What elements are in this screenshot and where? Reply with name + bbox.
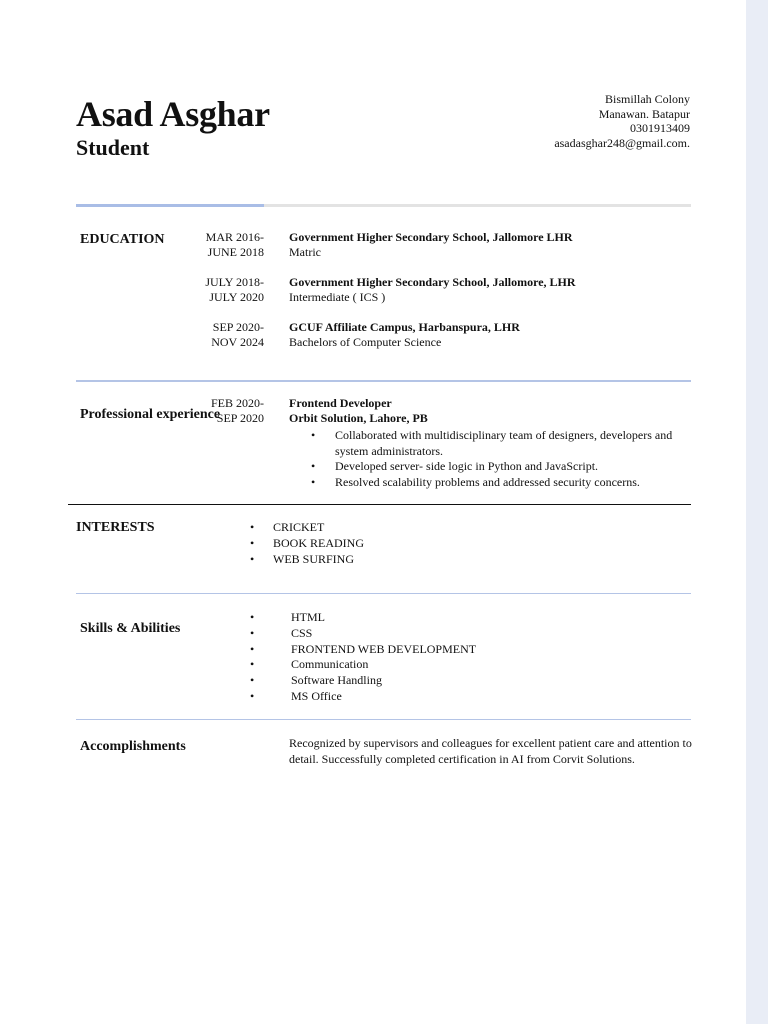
- contact-address-line-1: Bismillah Colony: [604, 92, 690, 106]
- education-entry-1: [289, 230, 573, 260]
- bullet-icon: •: [250, 641, 255, 656]
- section-divider: [76, 380, 691, 382]
- bullet-icon: •: [250, 673, 255, 688]
- bullet-icon: •: [250, 657, 255, 672]
- education-date-3: SEP 2020- NOV 2024: [211, 320, 264, 349]
- education-detail: Matric: [289, 245, 321, 259]
- education-title: EDUCATION: [80, 232, 165, 247]
- bullet-icon: •: [250, 625, 255, 640]
- bullet-icon: •: [250, 610, 255, 624]
- list-item: • Communication: [250, 657, 369, 672]
- contact-block: [430, 92, 690, 150]
- job-title: Frontend Developer: [289, 396, 392, 410]
- list-item: • BOOK READING: [250, 535, 364, 550]
- bullet-icon: •: [311, 474, 316, 489]
- list-item: • FRONTEND WEB DEVELOPMENT: [250, 641, 477, 656]
- section-divider: [76, 593, 691, 594]
- experience-entry: [289, 396, 428, 426]
- list-item: • HTML: [250, 610, 325, 624]
- education-school: Government Higher Secondary School, Jallomore, LHR: [289, 275, 576, 289]
- education-detail: Bachelors of Computer Science: [289, 335, 442, 349]
- contact-email: asadasghar248@gmail.com.: [554, 135, 690, 150]
- experience-title: Professional experience: [80, 407, 221, 422]
- header-divider-accent: [76, 204, 264, 207]
- candidate-name: Asad Asghar: [76, 94, 270, 134]
- list-item: • Resolved scalability problems and addressed security concerns.: [311, 474, 640, 489]
- education-detail: Intermediate ( ICS ): [289, 290, 386, 304]
- interests-title: INTERESTS: [76, 520, 155, 535]
- accomplishments-text: Recognized by supervisors and colleagues for excellent patient care and attention to detail. Successfully completed certification in AI from Corvit Solutions.: [289, 736, 692, 766]
- bullet-icon: •: [311, 459, 316, 473]
- bullet-icon: •: [250, 535, 255, 550]
- education-date-2: JULY 2018- JULY 2020: [205, 275, 264, 304]
- contact-address-line-2: Manawan. Batapur: [598, 106, 690, 121]
- bullet-icon: •: [250, 551, 255, 566]
- section-divider: [68, 504, 691, 505]
- viewer-scroll-gutter: [746, 0, 768, 1024]
- skills-title: Skills & Abilities: [80, 621, 181, 636]
- education-date-1: MAR 2016- JUNE 2018: [205, 230, 264, 259]
- contact-phone: 0301913409: [630, 121, 690, 135]
- list-item: • CRICKET: [250, 520, 325, 534]
- experience-bullets: [289, 428, 694, 490]
- list-item: • WEB SURFING: [250, 551, 355, 566]
- list-item: • Software Handling: [250, 673, 382, 688]
- education-school: GCUF Affiliate Campus, Harbanspura, LHR: [289, 320, 520, 334]
- list-item: • Developed server- side logic in Python and JavaScript.: [311, 459, 599, 473]
- list-item: • Collaborated with multidisciplinary team of designers, developers and system administrators.: [311, 428, 673, 458]
- list-item: • MS Office: [250, 688, 342, 703]
- education-entry-2: [289, 275, 576, 305]
- bullet-icon: •: [250, 520, 255, 534]
- experience-date: FEB 2020- SEP 2020: [210, 396, 264, 425]
- candidate-role: Student: [76, 135, 150, 160]
- education-school: Government Higher Secondary School, Jallomore LHR: [289, 230, 573, 244]
- job-company: Orbit Solution, Lahore, PB: [289, 411, 428, 425]
- interests-list: [250, 520, 550, 567]
- accomplishments-title: Accomplishments: [80, 739, 186, 754]
- bullet-icon: •: [311, 428, 316, 442]
- education-entry-3: [289, 320, 520, 350]
- bullet-icon: •: [250, 688, 255, 703]
- list-item: • CSS: [250, 625, 313, 640]
- section-divider: [76, 719, 691, 720]
- skills-list: [250, 610, 550, 705]
